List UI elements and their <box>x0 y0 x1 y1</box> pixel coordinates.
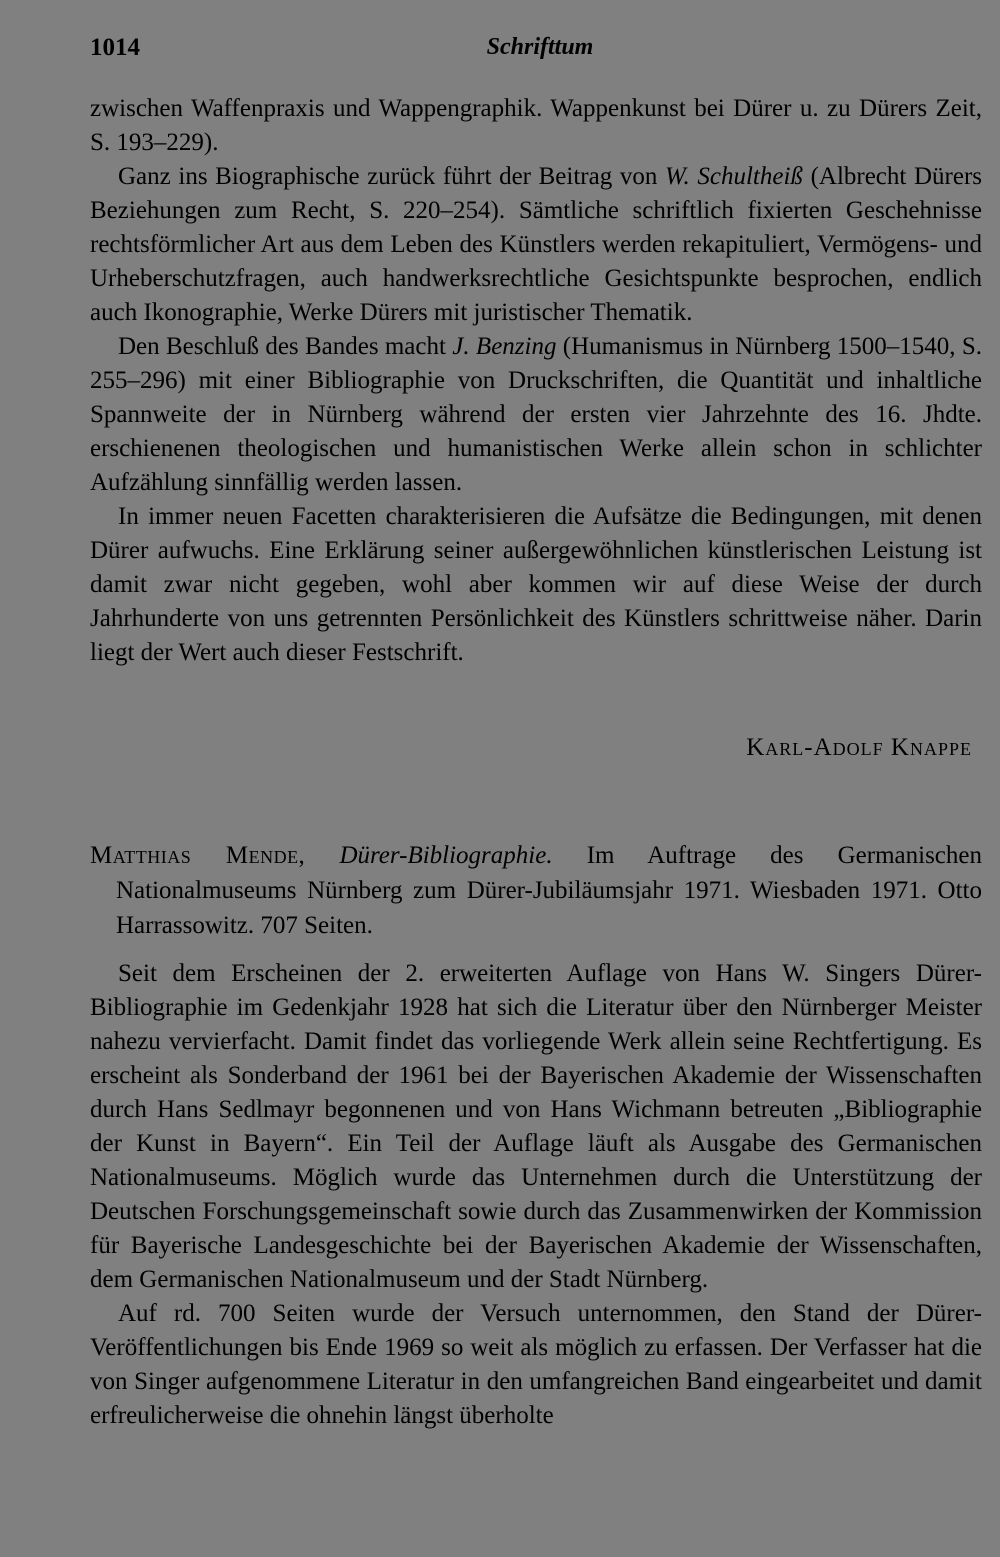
author-name: W. Schultheiß <box>664 163 803 190</box>
paragraph-scope: Auf rd. 700 Seiten wurde der Versuch unternommen, den Stand der Dürer-Veröffentlichungen bis Ende 1969 so weit als möglich zu erfassen. Der Verfasser hat die von Singer aufgenommene Literatur in den umfangreichen Band eingearbeitet und damit erfreulicherweise die ohnehin längst überholte <box>90 1300 982 1429</box>
author-name: J. Benzing <box>452 333 557 360</box>
paragraph-continued: zwischen Waffenpraxis und Wappengraphik. Wappenkunst bei Dürer u. zu Dürers Zeit, S. 193–229). <box>90 95 982 156</box>
paragraph-conclusion: In immer neuen Facetten charakterisieren die Aufsätze die Bedingungen, mit denen Dürer aufwuchs. Eine Erklärung seiner außergewöhnlichen künstlerischen Leistung ist damit zwar nicht gegeben, wohl aber kommen wir auf diese Weise der durch Jahrhunderte von uns getrennten Persönlichkeit des Künstlers schrittweise näher. Darin liegt der Wert auch dieser Festschrift. <box>90 503 982 666</box>
reviewer-signature: Karl-Adolf Knappe <box>746 734 972 761</box>
paragraph-benzing <box>90 330 982 500</box>
text: (Albrecht Dürers Beziehungen zum Recht, S. 220–254). Sämtliche schriftlich fixierten Geschehnisse rechtsförmlicher Art aus dem Leben des Künstlers werden rekapituliert, Vermögens- und Urheberschutzfragen, auch handwerksrechtliche Gesichtspunkte besprochen, endlich auch Ikonographie, Werke Dürers mit juristischer Thematik. <box>90 163 983 326</box>
running-title: Schrifttum <box>486 34 594 60</box>
bib-title: Dürer-Bibliographie. <box>339 842 553 869</box>
page-number: 1014 <box>90 34 140 61</box>
bib-details: Im Auftrage des Germanischen Nationalmuseums Nürnberg zum Dürer-Jubiläumsjahr 1971. Wiesbaden 1971. Otto Harrassowitz. 707 Seiten. <box>116 842 982 939</box>
review-2-body <box>90 957 982 1433</box>
bibliographic-entry <box>90 838 982 943</box>
text: Ganz ins Biographische zurück führt der Beitrag von <box>118 163 665 190</box>
paragraph-intro: Seit dem Erscheinen der 2. erweiterten Auflage von Hans W. Singers Dürer-Bibliographie im Gedenkjahr 1928 hat sich die Literatur über den Nürnberger Meister nahezu vervierfacht. Damit findet das vorliegende Werk allein seine Rechtfertigung. Es erscheint als Sonderband der 1961 bei der Bayerischen Akademie der Wissenschaften durch Hans Sedlmayr begonnenen und von Hans Wichmann betreuten „Bibliographie der Kunst in Bayern“. Ein Teil der Auflage läuft als Ausgabe des Germanischen Nationalmuseums. Möglich wurde das Unternehmen durch die Unterstützung der Deutschen Forschungsgemeinschaft sowie durch das Zusammenwirken der Kommission für Bayerische Landesgeschichte bei der Bayerischen Akademie der Wissenschaften, dem Germanischen Nationalmuseum und der Stadt Nürnberg. <box>90 960 982 1293</box>
text: Den Beschluß des Bandes macht <box>118 333 453 360</box>
bib-author: Matthias Mende, <box>90 842 306 869</box>
review-1-body <box>90 92 982 670</box>
text: (Humanismus in Nürnberg 1500–1540, S. 255–296) mit einer Bibliographie von Druckschriften, die Quantität und inhaltliche Spannweite der in Nürnberg während der ersten vier Jahrzehnte des 16. Jhdte. erschienenen theologischen und humanistischen Werke allein schon in schlichter Aufzählung sinnfällig werden lassen. <box>90 333 982 496</box>
paragraph-schultheiss <box>90 160 982 330</box>
